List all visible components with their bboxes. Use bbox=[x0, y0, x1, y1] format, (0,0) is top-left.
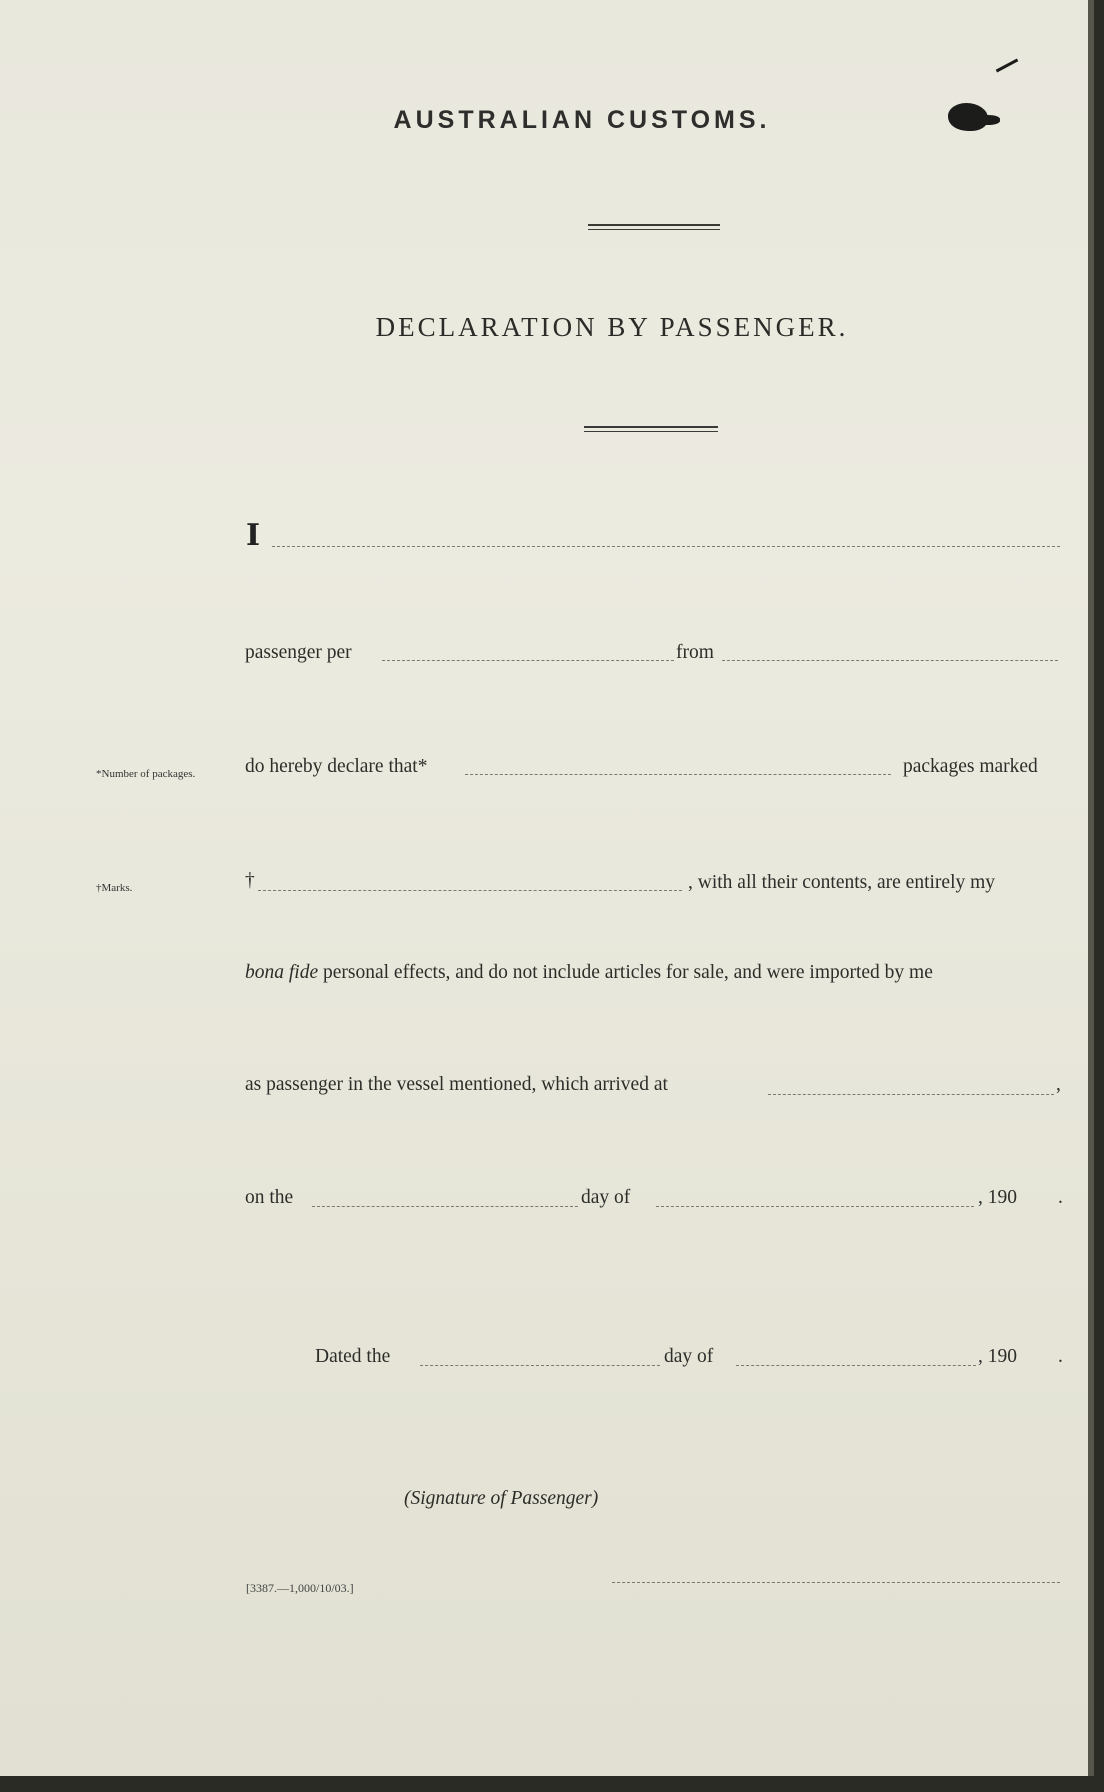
title-divider bbox=[584, 426, 718, 432]
dated-year-prefix: , 190 bbox=[978, 1346, 1017, 1367]
package-marks-field[interactable] bbox=[258, 890, 682, 891]
bona-fide-statement bbox=[245, 962, 933, 984]
customs-header: AUSTRALIAN CUSTOMS. bbox=[393, 106, 771, 134]
arrival-month-field[interactable] bbox=[656, 1206, 974, 1207]
arrival-comma: , bbox=[1056, 1074, 1061, 1095]
bona-fide-term: bona fide bbox=[245, 962, 319, 983]
dated-year-period: . bbox=[1058, 1346, 1063, 1367]
dated-day-field[interactable] bbox=[420, 1365, 660, 1366]
day-of-label: day of bbox=[581, 1187, 631, 1208]
dated-day-of-label: day of bbox=[664, 1346, 714, 1367]
dated-month-field[interactable] bbox=[736, 1365, 976, 1366]
departure-port-field[interactable] bbox=[722, 660, 1058, 661]
arrival-statement: as passenger in the vessel mentioned, which arrived at bbox=[245, 1074, 668, 1095]
arrival-port-field[interactable] bbox=[768, 1094, 1054, 1095]
dagger-symbol: † bbox=[245, 870, 255, 891]
arrival-year-prefix: , 190 bbox=[978, 1187, 1017, 1208]
declarant-name-field[interactable] bbox=[272, 546, 1060, 547]
print-reference: [3387.—1,000/10/03.] bbox=[246, 1581, 354, 1595]
margin-note-marks: †Marks. bbox=[96, 882, 133, 894]
header-divider bbox=[588, 224, 720, 230]
on-the-label: on the bbox=[245, 1187, 294, 1208]
packages-marked-label: packages marked bbox=[903, 756, 1038, 777]
number-of-packages-field[interactable] bbox=[465, 774, 891, 775]
arrival-day-field[interactable] bbox=[312, 1206, 578, 1207]
passenger-per-label: passenger per bbox=[245, 642, 352, 663]
form-title: DECLARATION BY PASSENGER. bbox=[375, 312, 849, 342]
ink-scratch-mark bbox=[996, 59, 1019, 73]
personal-effects-text: personal effects, and do not include articles for sale, and were imported by me bbox=[323, 962, 933, 983]
margin-note-number-of-packages: *Number of packages. bbox=[96, 768, 196, 780]
from-label: from bbox=[676, 642, 714, 663]
arrival-year-period: . bbox=[1058, 1187, 1063, 1208]
declare-label: do hereby declare that* bbox=[245, 756, 428, 777]
signature-field[interactable] bbox=[612, 1582, 1060, 1583]
declarant-initial: I bbox=[246, 518, 261, 553]
dated-the-label: Dated the bbox=[315, 1346, 391, 1367]
signature-label: (Signature of Passenger) bbox=[404, 1488, 599, 1509]
vessel-name-field[interactable] bbox=[382, 660, 674, 661]
contents-statement: , with all their contents, are entirely my bbox=[688, 872, 996, 893]
